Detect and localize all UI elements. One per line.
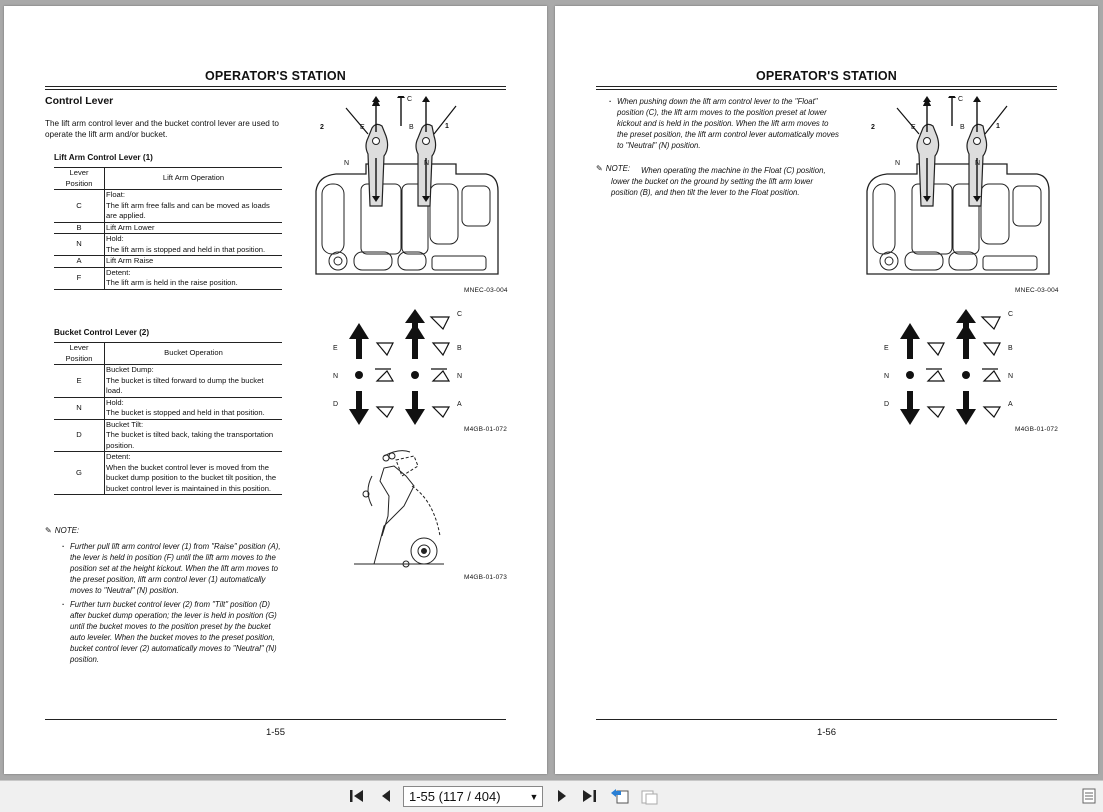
col-operation: Lift Arm Operation <box>105 168 283 190</box>
page-number: 1-56 <box>816 727 836 738</box>
operation-cell: Float: The lift arm free falls and can be moved as loads are applied. <box>105 190 283 223</box>
next-page-button[interactable] <box>552 786 572 806</box>
operation-cell: Detent: The lift arm is held in the raise position. <box>105 267 283 289</box>
operation-cell: Hold: The lift arm is stopped and held in that position. <box>105 234 283 256</box>
label-e: E <box>360 124 365 131</box>
lever-position-cell: N <box>54 234 105 256</box>
page-1-55 <box>4 6 547 774</box>
table-row <box>54 365 282 398</box>
label-e: E <box>884 345 889 352</box>
lever-direction-figure <box>882 309 1032 429</box>
label-n: N <box>457 373 463 380</box>
col-lever-position: Lever Position <box>54 343 105 365</box>
header-rule <box>596 86 1057 90</box>
operation-cell: Detent: When the bucket control lever is moved from the bucket dump position to the bucket tilt position, the bucket control lever is maintained in this position. <box>105 452 283 495</box>
label-a: A <box>1008 401 1013 408</box>
label-e: E <box>333 345 338 352</box>
label-2: 2 <box>320 124 324 131</box>
label-c: C <box>1008 311 1014 318</box>
figure-caption: M4GB-01-072 <box>1015 426 1059 433</box>
loader-bucket-figure <box>344 446 454 571</box>
table-row <box>54 234 282 256</box>
label-d: D <box>884 401 890 408</box>
lever-console-figure <box>306 96 506 286</box>
header-rule <box>45 86 506 90</box>
back-view-icon <box>609 787 631 805</box>
operation-cell: Bucket Dump: The bucket is tilted forward to dump the bucket load. <box>105 365 283 398</box>
lever-position-cell: E <box>54 365 105 398</box>
first-page-icon <box>348 788 366 804</box>
label-2: 2 <box>871 124 875 131</box>
document-menu-icon <box>1082 788 1096 804</box>
lift-arm-table <box>54 167 282 290</box>
chevron-down-icon: ▼ <box>529 791 539 802</box>
figure-caption: MNEC-03-004 <box>1015 287 1059 294</box>
footer-rule <box>45 719 506 720</box>
label-b: B <box>409 124 414 131</box>
label-n: N <box>895 160 901 167</box>
next-page-icon <box>555 788 569 804</box>
section-title: Control Lever <box>45 95 114 107</box>
page-indicator: 1-55 (117 / 404) <box>409 789 501 804</box>
operation-cell: Bucket Tilt: The bucket is tilted back, taking the transportation position. <box>105 419 283 452</box>
last-page-button[interactable] <box>578 786 600 806</box>
label-b: B <box>1008 345 1013 352</box>
note-heading <box>45 526 79 535</box>
page-1-56 <box>555 6 1098 774</box>
bullet-list <box>607 96 839 154</box>
note-text: When operating the machine in the Float (C) position, lower the bucket on the ground by setting the lift arm lower position (B), and then tilt the lever to the Float position. <box>611 166 826 197</box>
label-c: C <box>958 96 964 103</box>
figure-caption: MNEC-03-004 <box>464 287 508 294</box>
navigation-toolbar <box>0 780 1103 812</box>
label-n: N <box>975 160 981 167</box>
lever-position-cell: C <box>54 190 105 223</box>
bucket-table <box>54 342 282 495</box>
label-1: 1 <box>445 123 449 130</box>
operation-cell: Lift Arm Lower <box>105 222 283 234</box>
figure-caption: M4GB-01-072 <box>464 426 508 433</box>
lever-position-cell: N <box>54 397 105 419</box>
label-n: N <box>333 373 339 380</box>
note-item: · Further pull lift arm control lever (1) from "Raise" position (A), the lever is held in position (F) until the lift arm moves to the position set at the height kickout. When the lift arm moves to the preset position, lift arm control lever (1) automatically moves to "Neutral" (N) position. <box>60 541 282 596</box>
footer-rule <box>596 719 1057 720</box>
note-label: NOTE: <box>54 526 80 535</box>
forward-view-icon <box>639 787 661 805</box>
prev-page-button[interactable] <box>376 786 396 806</box>
table-row <box>54 222 282 234</box>
pencil-note-icon: ✎ <box>45 526 52 535</box>
lever-position-cell: D <box>54 419 105 452</box>
intro-paragraph: The lift arm control lever and the bucket control lever are used to operate the lift arm and/or bucket. <box>45 119 279 139</box>
table-row <box>54 190 282 223</box>
label-d: D <box>333 401 339 408</box>
lift-table-title: Lift Arm Control Lever (1) <box>54 153 153 162</box>
go-back-view-button[interactable] <box>608 786 632 806</box>
last-page-icon <box>580 788 598 804</box>
label-n: N <box>424 160 430 167</box>
note-item: · Further turn bucket control lever (2) from "Tilt" position (D) after bucket dump operation; the lever is held in position (G) until the bucket moves to the position preset by the bucket auto leveler. When the bucket moves to the preset position, bucket control lever (2) automatically moves to "Neutral" (N) position. <box>60 599 282 665</box>
label-c: C <box>407 96 413 103</box>
label-c: C <box>457 311 463 318</box>
label-b: B <box>457 345 462 352</box>
lever-position-cell: B <box>54 222 105 234</box>
col-operation: Bucket Operation <box>105 343 283 365</box>
lever-direction-figure <box>331 309 481 429</box>
bullet-item: · When pushing down the lift arm control lever to the "Float" position (C), the lift arm moves to the position preset at lower kickout and is held in the position. When the lift arm moves to the preset position, the lift arm control lever automatically moves to "Neutral" (N) position. <box>607 96 839 151</box>
lever-position-cell: F <box>54 267 105 289</box>
operation-cell: Hold: The bucket is stopped and held in that position. <box>105 397 283 419</box>
lever-position-cell: A <box>54 256 105 268</box>
lever-position-cell: G <box>54 452 105 495</box>
prev-page-icon <box>379 788 393 804</box>
table-row <box>54 452 282 495</box>
go-forward-view-button[interactable] <box>638 786 662 806</box>
label-a: A <box>457 401 462 408</box>
first-page-button[interactable] <box>346 786 368 806</box>
label-e: E <box>911 124 916 131</box>
label-n: N <box>344 160 350 167</box>
page-number-select[interactable] <box>403 786 543 807</box>
lever-console-figure <box>857 96 1057 286</box>
menu-button[interactable] <box>1080 786 1098 806</box>
table-row <box>54 256 282 268</box>
table-row <box>54 419 282 452</box>
page-header-title: OPERATOR'S STATION <box>755 69 898 83</box>
page-header-title: OPERATOR'S STATION <box>204 69 347 83</box>
bucket-table-title: Bucket Control Lever (2) <box>54 328 150 337</box>
col-lever-position: Lever Position <box>54 168 105 190</box>
operation-cell: Lift Arm Raise <box>105 256 283 268</box>
label-n: N <box>884 373 890 380</box>
label-b: B <box>960 124 965 131</box>
note-list <box>60 541 282 668</box>
table-row <box>54 397 282 419</box>
pencil-note-icon: ✎ <box>596 164 603 173</box>
figure-caption: M4GB-01-073 <box>464 574 508 581</box>
note-label: NOTE: <box>605 164 631 173</box>
label-1: 1 <box>996 123 1000 130</box>
label-n: N <box>1008 373 1014 380</box>
table-row <box>54 267 282 289</box>
page-number: 1-55 <box>265 727 285 738</box>
